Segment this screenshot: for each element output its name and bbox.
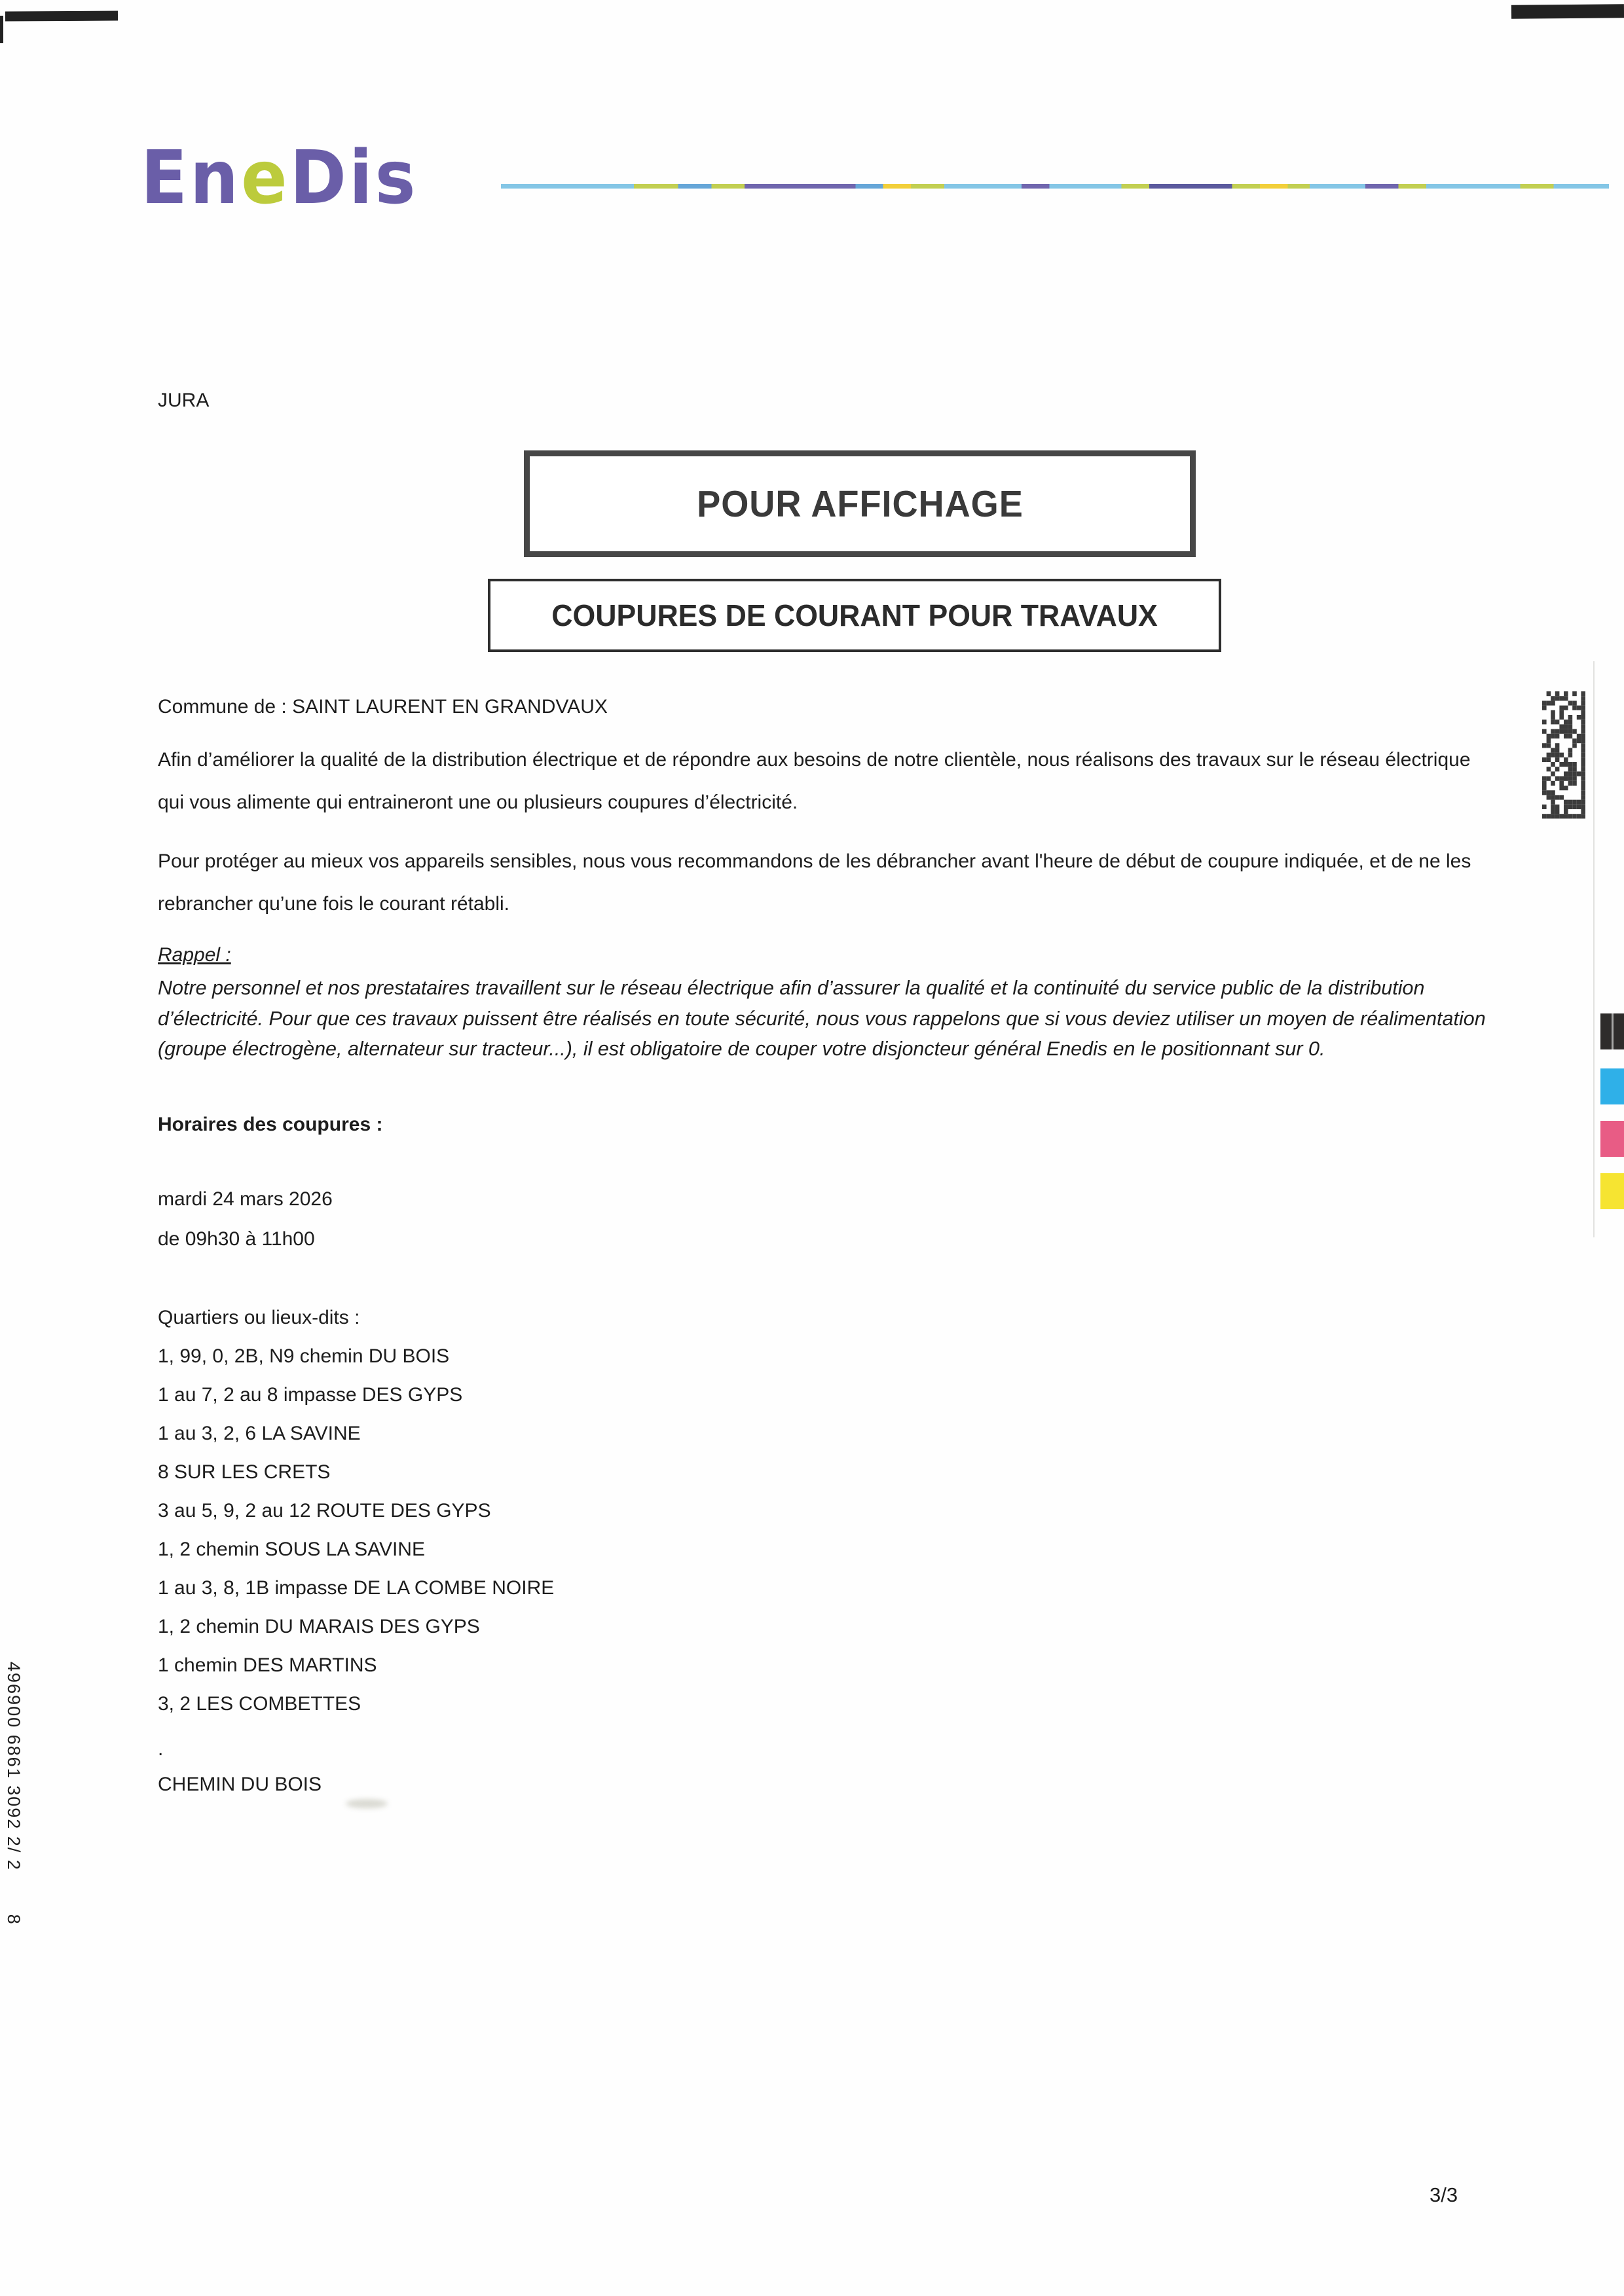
scan-smudge bbox=[346, 1799, 388, 1808]
datamatrix-barcode bbox=[1542, 691, 1589, 820]
coupure-date: mardi 24 mars 2026 bbox=[158, 1188, 333, 1210]
document-title-box bbox=[488, 579, 1221, 652]
quartier-item: 3, 2 LES COMBETTES bbox=[158, 1693, 361, 1715]
scan-mark-top-left bbox=[5, 11, 118, 22]
quartier-item: 1, 2 chemin SOUS LA SAVINE bbox=[158, 1539, 425, 1560]
quartier-item: 8 SUR LES CRETS bbox=[158, 1461, 331, 1483]
stray-dot: . bbox=[158, 1738, 164, 1760]
department-label: JURA bbox=[158, 390, 210, 411]
document-title-text: COUPURES DE COURANT POUR TRAVAUX bbox=[551, 598, 1158, 632]
brand-color-line bbox=[501, 184, 1609, 189]
advice-paragraph: Pour protéger au mieux vos appareils sensibles, nous vous recommandons de les débrancher avant l'heure de début de coupure indiquée, et de ne les rebrancher qu’une fois le courant rétabli. bbox=[158, 850, 1471, 915]
scan-mark-left-edge bbox=[0, 16, 3, 43]
logo-text-part1: En bbox=[141, 134, 242, 221]
calibration-square-cyan bbox=[1600, 1068, 1624, 1104]
quartier-item: 1 au 3, 8, 1B impasse DE LA COMBE NOIRE bbox=[158, 1577, 555, 1599]
quartier-item: 1 chemin DES MARTINS bbox=[158, 1654, 377, 1676]
print-code-main: 496900 6861 3092 2/ 2 bbox=[4, 1662, 24, 1871]
commune-line: Commune de : SAINT LAURENT EN GRANDVAUX bbox=[158, 696, 608, 718]
coupure-hours: de 09h30 à 11h00 bbox=[158, 1228, 315, 1250]
rappel-label: Rappel : bbox=[158, 944, 231, 966]
affichage-banner bbox=[524, 450, 1196, 557]
quartier-item: 1, 2 chemin DU MARAIS DES GYPS bbox=[158, 1616, 480, 1637]
page-number: 3/3 bbox=[1430, 2183, 1458, 2206]
calibration-square-black bbox=[1600, 1013, 1624, 1049]
logo-text-part2: Dis bbox=[289, 134, 418, 221]
calibration-square-magenta bbox=[1600, 1121, 1624, 1157]
quartiers-list bbox=[158, 1337, 554, 1723]
quartier-item: 1, 99, 0, 2B, N9 chemin DU BOIS bbox=[158, 1345, 450, 1367]
quartiers-label: Quartiers ou lieux-dits : bbox=[158, 1307, 360, 1328]
scan-mark-top-right bbox=[1511, 4, 1624, 19]
quartier-item: 3 au 5, 9, 2 au 12 ROUTE DES GYPS bbox=[158, 1500, 491, 1522]
horaires-label: Horaires des coupures : bbox=[158, 1114, 383, 1135]
affichage-banner-text: POUR AFFICHAGE bbox=[696, 483, 1024, 525]
print-code-suffix: 8 bbox=[4, 1914, 24, 1925]
street-line: CHEMIN DU BOIS bbox=[158, 1774, 322, 1795]
print-code-vertical bbox=[3, 1662, 24, 1925]
enedis-logo bbox=[141, 134, 418, 221]
rappel-paragraph: Notre personnel et nos prestataires travaillent sur le réseau électrique afin d’assurer la qualité et la continuité du service public de la distribution d’électricité. Pour que ces travaux puissent être réalisés en toute sécurité, nous vous rappelons que si vous deviez utiliser un moyen de réalimentation (groupe électrogène, alternateur sur tracteur...), il est obligatoire de couper votre disjoncteur général Enedis en le positionnant sur 0. bbox=[158, 977, 1486, 1060]
quartier-item: 1 au 3, 2, 6 LA SAVINE bbox=[158, 1423, 361, 1444]
intro-paragraph: Afin d’améliorer la qualité de la distribution électrique et de répondre aux besoins de notre clientèle, nous réalisons des travaux sur le réseau électrique qui vous alimente qui entraineront une ou plusieurs coupures d’électricité. bbox=[158, 749, 1471, 813]
logo-text-green-e: e bbox=[241, 134, 290, 221]
calibration-square-yellow bbox=[1600, 1173, 1624, 1209]
quartier-item: 1 au 7, 2 au 8 impasse DES GYPS bbox=[158, 1384, 463, 1406]
scan-fold-line bbox=[1593, 661, 1595, 1237]
